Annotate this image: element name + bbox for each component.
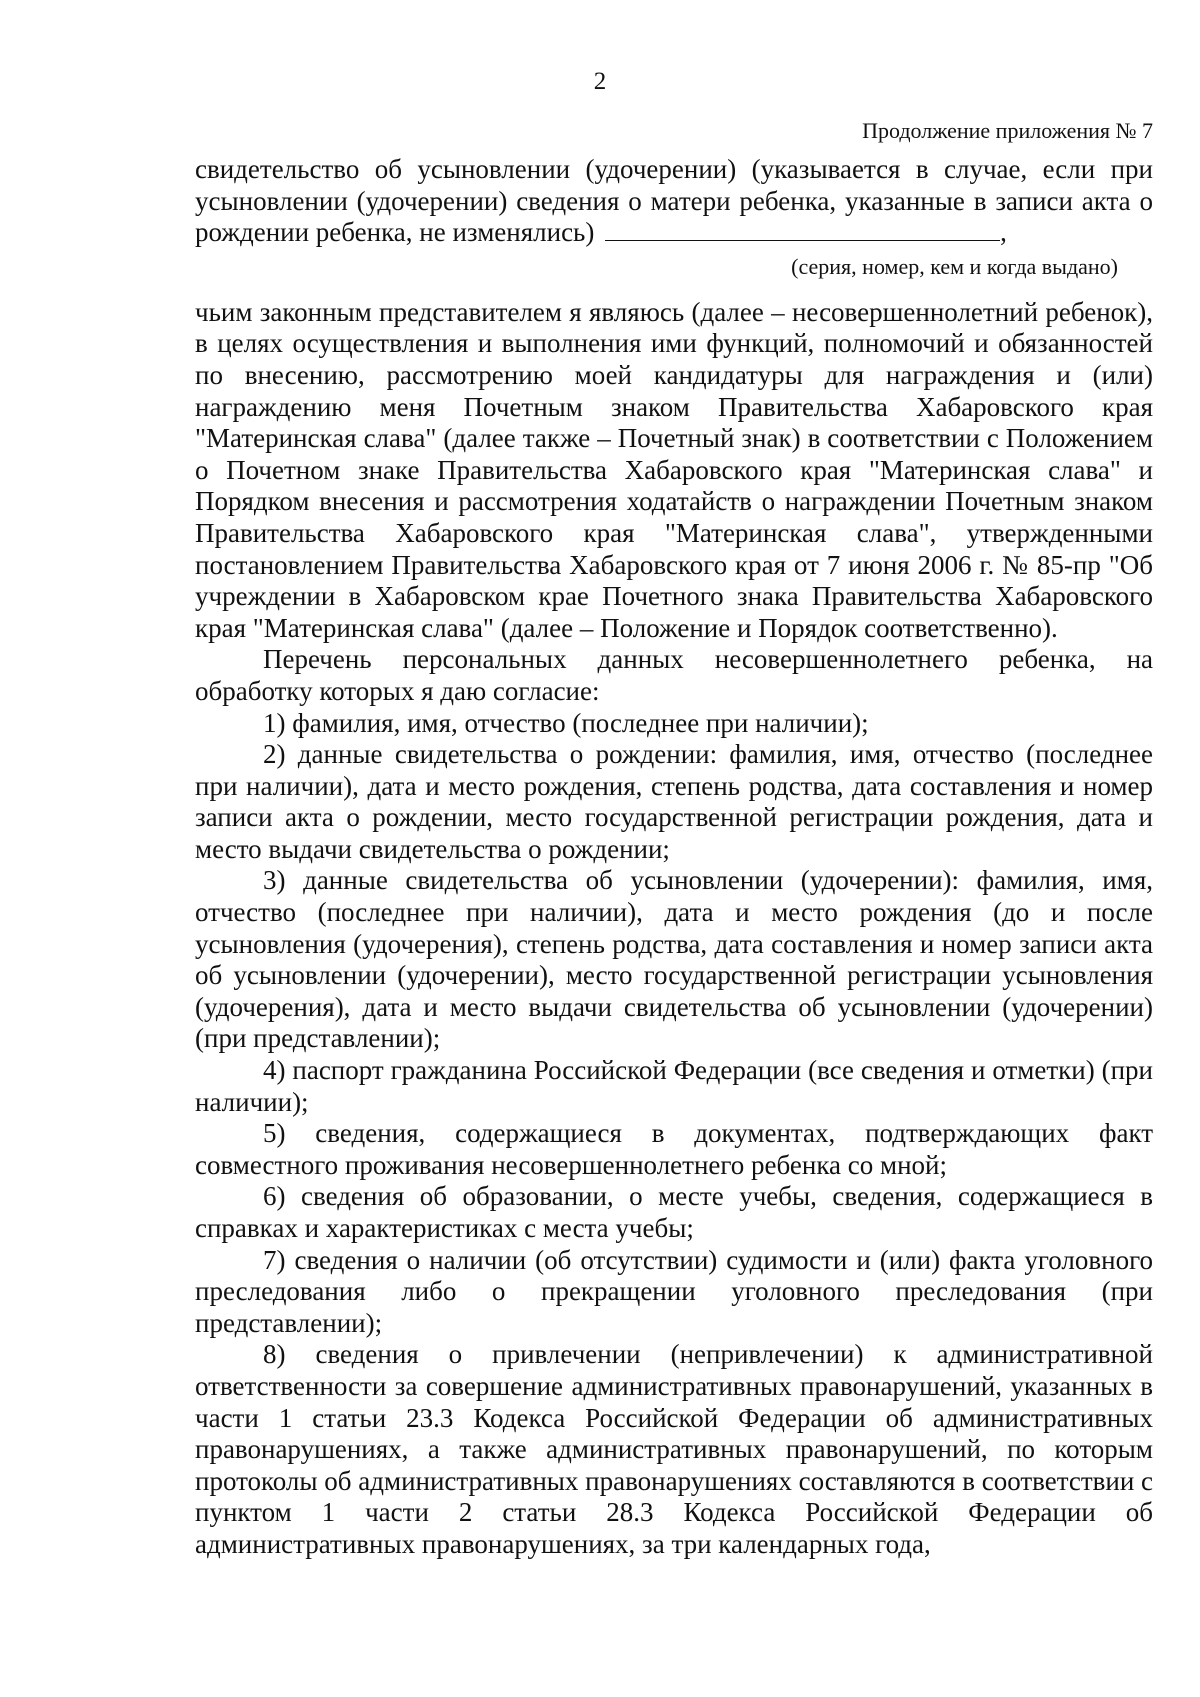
intro-text: свидетельство об усыновлении (удочерении) (указывается в случае, если при усыновлении (удочерении) сведения о матери ребенка, указанные в записи акта о рождении ребенка, не изменялись): [195, 154, 1153, 248]
list-item-3: 3) данные свидетельства об усыновлении (удочерении): фамилия, имя, отчество (последнее при наличии), дата и место рождения (до и после усыновления (удочерения), степень родства, дата составления и номер записи акта об усыновлении (удочерении), место государственной регистрации усыновления (удочерения), дата и место выдачи свидетельства об усыновлении (удочерении) (при представлении);: [195, 865, 1153, 1054]
list-item-2: 2) данные свидетельства о рождении: фамилия, имя, отчество (последнее при наличии), дата и место рождения, степень родства, дата составления и номер записи акта о рождении, место государственной регистрации рождения, дата и место выдачи свидетельства о рождении;: [195, 739, 1153, 864]
paragraph-list-intro: Перечень персональных данных несовершеннолетнего ребенка, на обработку которых я даю согласие:: [195, 644, 1153, 706]
list-item-8: 8) сведения о привлечении (непривлечении) к административной ответственности за совершение административных правонарушений, указанных в части 1 статьи 23.3 Кодекса Российской Федерации об административных правонарушениях, а также административных правонарушений, по которым протоколы об административных правонарушениях составляются в соответствии с пунктом 1 части 2 статьи 28.3 Кодекса Российской Федерации об административных правонарушениях, за три календарных года,: [195, 1339, 1154, 1559]
list-item-6: 6) сведения об образовании, о месте учебы, сведения, содержащиеся в справках и характеристиках с места учебы;: [195, 1181, 1153, 1243]
fill-line-comma: ,: [1000, 217, 1007, 248]
appendix-note: Продолжение приложения № 7: [862, 118, 1153, 143]
page-number: 2: [593, 68, 607, 95]
certificate-fill-line: [605, 239, 1000, 241]
list-item-1: 1) фамилия, имя, отчество (последнее при наличии);: [263, 707, 869, 738]
list-item-5: 5) сведения, содержащиеся в документах, подтверждающих факт совместного проживания несовершеннолетнего ребенка со мной;: [195, 1118, 1153, 1180]
intro-paragraph: [195, 154, 1153, 249]
paragraph-purpose: чьим законным представителем я являюсь (далее – несовершеннолетний ребенок), в целях осуществления и выполнения ими функций, полномочий и обязанностей по внесению, рассмотрению моей кандидатуры для награждения и (или) награждению меня Почетным знаком Правительства Хабаровского края "Материнская слава" (далее также – Почетный знак) в соответствии с Положением о Почетном знаке Правительства Хабаровского края "Материнская слава" и Порядком внесения и рассмотрения ходатайств о награждении Почетным знаком Правительства Хабаровского края "Материнская слава", утвержденными постановлением Правительства Хабаровского края от 7 июня 2006 г. № 85-пр "Об учреждении в Хабаровском крае Почетного знака Правительства Хабаровского края "Материнская слава" (далее – Положение и Порядок соответственно).: [195, 296, 1153, 643]
list-item-4: 4) паспорт гражданина Российской Федерации (все сведения и отметки) (при наличии);: [195, 1055, 1153, 1117]
document-body: [195, 154, 1153, 1561]
list-item-7: 7) сведения о наличии (об отсутствии) судимости и (или) факта уголовного преследования либо о прекращении уголовного преследования (при представлении);: [195, 1244, 1153, 1338]
fill-line-caption: (серия, номер, кем и когда выдано): [791, 253, 1118, 279]
